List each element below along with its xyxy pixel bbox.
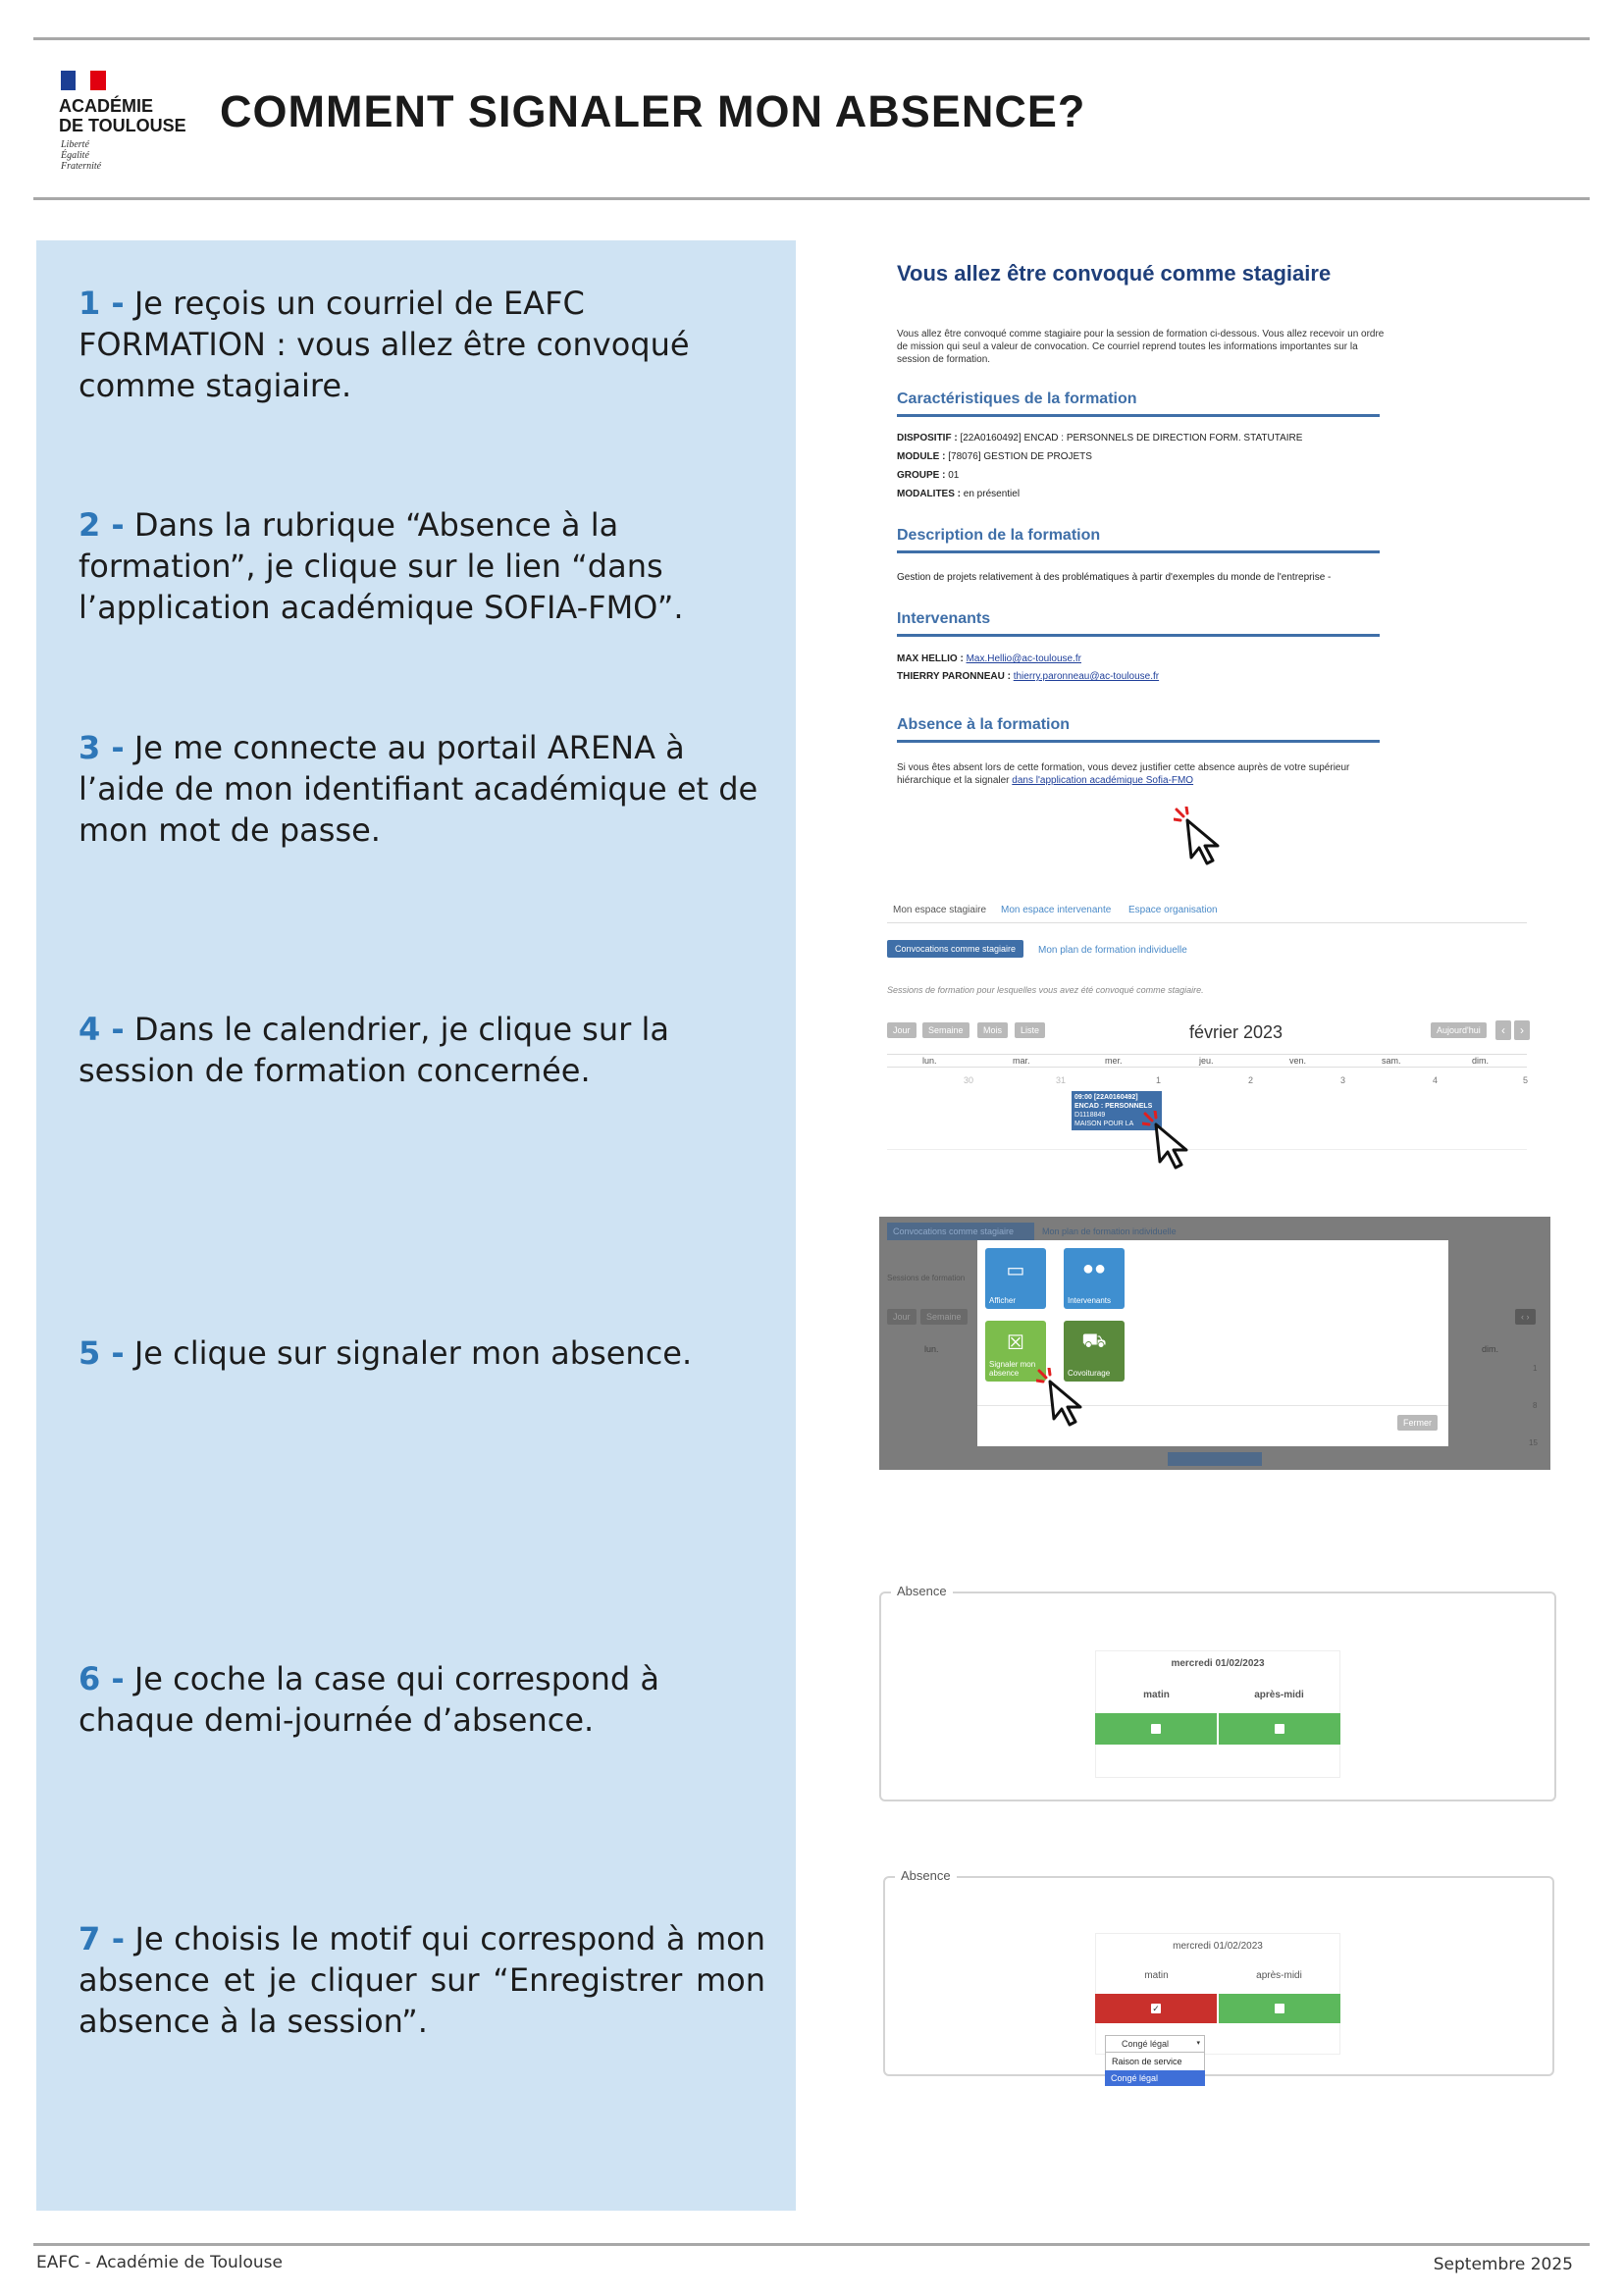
plan-formation-link[interactable]: Mon plan de formation individuelle [1038,945,1187,956]
col-apres-midi: après-midi [1256,1970,1302,1981]
email-intro: Vous allez être convoqué comme stagiaire pour la session de formation ci-dessous. Vous allez recevoir un ordre de mission qui seul a valeur de convocation. Ce courriel reprend toutes les informations importantes sur la session de formation. [897,329,1385,365]
absence-date: mercredi 01/02/2023 [1171,1658,1265,1669]
section-description: Description de la formation [897,527,1101,544]
intervenant-2-email-link[interactable]: thierry.paronneau@ac-toulouse.fr [1013,671,1160,682]
french-flag-icon [61,71,106,90]
bg-date: 1 [1533,1364,1538,1373]
step-text: Dans la rubrique “Absence à la formation”, je clique sur le lien “dans l’application académique SOFIA-FMO”. [79,506,684,626]
step-number: 4 - [79,1011,125,1048]
date-number: 3 [1340,1075,1346,1085]
absence-legend: Absence [891,1584,953,1598]
apres-midi-checkbox[interactable] [1275,1724,1284,1734]
step-number: 1 - [79,285,125,322]
step-1 [79,283,765,406]
step-text: Je coche la case qui correspond à chaque demi-journée d’absence. [79,1660,659,1739]
motif-select[interactable] [1105,2035,1205,2053]
pointer-cursor-icon [1142,1111,1199,1172]
step-text: Je me connecte au portail ARENA à l’aide de mon identifiant académique et de mon mot de passe. [79,729,759,849]
today-button[interactable]: Aujourd'hui [1431,1022,1487,1038]
day-header: dim. [1472,1056,1490,1066]
step-7 [79,1918,765,2042]
date-number: 30 [964,1075,974,1085]
section-absence: Absence à la formation [897,716,1071,733]
logo-name [59,96,186,135]
footer-left: EAFC - Académie de Toulouse [36,2253,283,2272]
pointer-cursor-icon [1036,1368,1093,1429]
convocations-stagiaire-button[interactable]: Convocations comme stagiaire [887,940,1023,958]
date-number: 4 [1433,1075,1439,1085]
top-rule [33,37,1590,40]
motif-option[interactable]: Raison de service [1105,2053,1205,2070]
email-title: Vous allez être convoqué comme stagiaire [897,261,1332,286]
bg-jour-button: Jour [887,1309,917,1325]
step-number: 2 - [79,506,125,544]
step-3 [79,727,765,851]
date-number: 1 [1156,1075,1162,1085]
day-header: sam. [1382,1056,1401,1066]
step-number: 7 - [79,1920,126,1957]
motif-option-selected[interactable]: Congé légal [1105,2070,1205,2086]
action-modal [977,1240,1448,1446]
step-6 [79,1658,765,1741]
bg-day-lun: lun. [924,1344,939,1354]
sofia-fmo-link[interactable]: dans l'application académique Sofia-FMO [1012,775,1194,786]
row-intervenant-2: THIERRY PARONNEAU : thierry.paronneau@ac-toulouse.fr [897,671,1160,682]
footer-rule [33,2243,1590,2246]
tab-mon-espace-intervenante[interactable]: Mon espace intervenante [1001,905,1112,915]
step-number: 5 - [79,1334,125,1372]
section-caracteristiques: Caractéristiques de la formation [897,391,1137,407]
step-text: Dans le calendrier, je clique sur la session de formation concernée. [79,1011,669,1089]
section-rule [897,414,1380,417]
step-5 [79,1332,765,1374]
motto-fraternite: Fraternité [61,161,102,172]
day-header: ven. [1289,1056,1307,1066]
step-number: 6 - [79,1660,125,1697]
bg-date: 15 [1529,1438,1538,1447]
logo-line-2: DE TOULOUSE [59,116,186,135]
step-2 [79,504,765,628]
step-text: Je choisis le motif qui correspond à mon absence et je cliquer sur “Enregistrer mon absence à la session”. [79,1920,766,2040]
apres-midi-checkbox[interactable] [1275,2004,1284,2013]
academie-logo [51,59,204,183]
tab-espace-organisation[interactable]: Espace organisation [1128,905,1218,915]
tab-mon-espace-stagiaire[interactable]: Mon espace stagiaire [893,905,987,915]
next-month-button[interactable]: › [1514,1020,1530,1040]
col-matin: matin [1143,1690,1170,1700]
footer-right: Septembre 2025 [1433,2255,1573,2274]
calendar-week-row [887,1068,1527,1150]
absence-text: Si vous êtes absent lors de cette formation, vous devez justifier cette absence auprès de votre supérieur hiérarchique et la signaler dans l'application académique Sofia-FMO [897,762,1350,786]
users-icon: ●● [1081,1258,1107,1279]
bg-day-dim: dim. [1482,1344,1499,1354]
intervenant-1-email-link[interactable]: Max.Hellio@ac-toulouse.fr [966,653,1081,664]
tab-divider [887,922,1527,923]
row-modalites: MODALITES : en présentiel [897,489,1021,499]
calendar-caption: Sessions de formation pour lesquelles vous avez été convoqué comme stagiaire. [887,985,1204,995]
row-description: Gestion de projets relativement à des problématiques à partir d'exemples du monde de l'entreprise - [897,572,1332,583]
close-button[interactable]: Fermer [1397,1415,1438,1431]
bg-plan-link: Mon plan de formation individuelle [1042,1226,1177,1236]
modal-screenshot [879,1217,1550,1470]
tile-afficher[interactable]: ▭ Afficher [985,1248,1046,1309]
bg-event [1168,1452,1262,1466]
absence-form-screenshot [873,1570,1564,1809]
motto-egalite: Égalité [61,150,89,161]
absence-date: mercredi 01/02/2023 [1173,1941,1263,1952]
page-title: COMMENT SIGNALER MON ABSENCE? [220,86,1086,136]
absence-legend: Absence [895,1868,957,1883]
step-text: Je reçois un courriel de EAFC FORMATION : vous allez être convoqué comme stagiaire. [79,285,690,404]
calendar-screenshot [879,889,1539,1183]
tile-covoiturage[interactable]: ⛟ Covoiturage [1064,1321,1125,1382]
view-liste-button[interactable]: Liste [1015,1022,1045,1038]
row-groupe: GROUPE : 01 [897,470,960,481]
view-mois-button[interactable]: Mois [977,1022,1008,1038]
bg-caption: Sessions de formation [887,1274,966,1282]
email-screenshot [879,243,1409,871]
row-module: MODULE : [78076] GESTION DE PROJETS [897,451,1092,462]
motto-liberte: Liberté [61,139,89,150]
bg-date: 8 [1533,1401,1538,1410]
bg-semaine-button: Semaine [920,1309,968,1325]
logo-motto [61,139,101,172]
tile-signaler-absence[interactable]: ☒ Signaler mon absence [985,1321,1046,1382]
session-event[interactable]: 09:00 [22A0160492] ENCAD : PERSONNELS D1118849 MAISON POUR LA [1072,1091,1162,1130]
section-rule [897,550,1380,553]
bg-nav-button: ‹ › [1515,1309,1536,1325]
motif-select-value: Congé légal [1122,2039,1170,2049]
step-text: Je clique sur signaler mon absence. [124,1334,693,1372]
calendar-x-icon: ☒ [1007,1332,1024,1354]
calendar-month: février 2023 [1189,1022,1283,1042]
tile-intervenants[interactable]: ●● Intervenants [1064,1248,1125,1309]
prev-month-button[interactable]: ‹ [1495,1020,1511,1040]
day-header: mar. [1013,1056,1030,1066]
row-intervenant-1: MAX HELLIO : Max.Hellio@ac-toulouse.fr [897,653,1081,664]
matin-checkbox-checked[interactable]: ✓ [1152,2004,1160,2013]
step-4 [79,1009,765,1091]
view-semaine-button[interactable]: Semaine [922,1022,969,1038]
row-dispositif: DISPOSITIF : [22A0160492] ENCAD : PERSONNELS DE DIRECTION FORM. STATUTAIRE [897,433,1303,444]
pointer-cursor-icon [1174,807,1231,867]
car-icon: ⛟ [1081,1331,1107,1352]
section-intervenants: Intervenants [897,610,991,627]
section-rule [897,634,1380,637]
view-jour-button[interactable]: Jour [887,1022,917,1038]
date-number: 5 [1523,1075,1529,1085]
logo-line-1: ACADÉMIE [59,96,154,116]
date-number: 2 [1248,1075,1254,1085]
col-apres-midi: après-midi [1254,1690,1304,1700]
chevron-down-icon: ▾ [1196,2040,1200,2047]
absence-motif-screenshot [877,1854,1564,2100]
day-header: mer. [1105,1056,1123,1066]
matin-checkbox[interactable] [1151,1724,1161,1734]
step-number: 3 - [79,729,125,766]
monitor-icon: ▭ [1006,1260,1025,1281]
bg-tab-label: Convocations comme stagiaire [893,1226,1015,1236]
section-rule [897,740,1380,743]
day-header: jeu. [1199,1056,1214,1066]
date-number: 31 [1056,1075,1067,1085]
header-rule [33,197,1590,200]
day-header: lun. [922,1056,937,1066]
col-matin: matin [1144,1970,1169,1981]
